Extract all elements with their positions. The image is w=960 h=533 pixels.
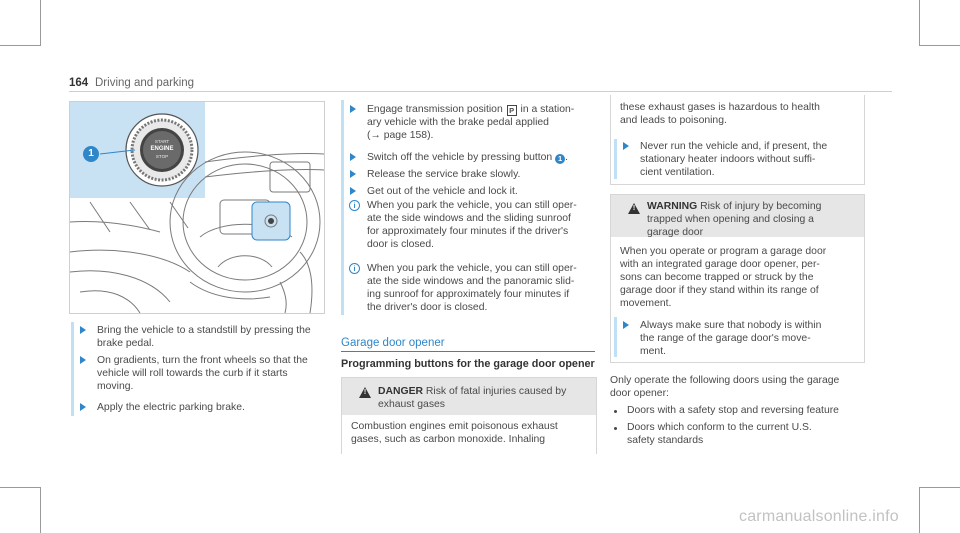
step-bar — [614, 317, 617, 357]
text-line: Never run the vehicle and, if present, the — [640, 141, 828, 152]
warning-title — [647, 200, 862, 239]
bullet-icon — [614, 427, 617, 430]
step-arrow-icon — [80, 403, 86, 411]
running-header: Driving and parking — [95, 77, 195, 89]
text-line: safety standards — [627, 435, 704, 446]
text-line: Always make sure that nobody is within — [640, 320, 822, 331]
text-line: When you operate or program a garage door — [620, 246, 827, 257]
text-line: gases, such as carbon monoxide. Inhaling — [351, 434, 546, 445]
text-line: with an integrated garage door opener, per- — [620, 259, 820, 270]
engine-button-main-label: ENGINE — [150, 146, 174, 152]
text-line: cient ventilation. — [640, 167, 715, 178]
header-rule — [69, 91, 892, 92]
step-arrow-icon — [80, 356, 86, 364]
illustration-engine-button — [69, 101, 325, 314]
callout-1: 1 — [83, 146, 99, 162]
danger-title — [378, 385, 593, 411]
text-span: Engage transmission position — [367, 104, 503, 115]
text-line: Bring the vehicle to a standstill by pressing the — [97, 325, 311, 336]
step-arrow-icon — [80, 326, 86, 334]
text-line: and leads to poisoning. — [620, 115, 727, 126]
text-line: garage door — [647, 227, 704, 238]
text-line: ing sunroof for approximately four minutes if — [367, 289, 570, 300]
danger-body — [351, 420, 591, 446]
info-icon: i — [349, 200, 360, 211]
text-line: sons can become trapped or struck by the — [620, 272, 814, 283]
text-span: Risk of injury by becoming — [700, 201, 822, 212]
danger-box — [341, 377, 597, 454]
text-line: these exhaust gases is hazardous to health — [620, 102, 820, 113]
exclamation-icon: ! — [363, 389, 367, 396]
dashboard-drawing — [70, 102, 324, 313]
text-line: Combustion engines emit poisonous exhaust — [351, 421, 558, 432]
step-arrow-icon — [623, 142, 629, 150]
danger-box-continued — [610, 95, 865, 185]
text-line: Get out of the vehicle and lock it. — [367, 186, 518, 197]
crop-mark — [919, 487, 920, 533]
step-bar — [71, 322, 74, 416]
step-arrow-icon — [350, 170, 356, 178]
crop-mark — [0, 45, 40, 46]
text-line: movement. — [620, 298, 672, 309]
text-span: Risk of fatal injuries caused by — [425, 386, 567, 397]
text-line: brake pedal. — [97, 338, 155, 349]
text-span: Switch off the vehicle by pressing button — [367, 152, 553, 163]
text-line: for approximately four minutes if the driver's — [367, 226, 569, 237]
sub-heading: Programming buttons for the garage door opener — [341, 358, 595, 370]
text-line: door is closed. — [367, 239, 434, 250]
section-heading: Garage door opener — [341, 337, 445, 349]
page-number: 164 — [69, 77, 89, 89]
text-line: Release the service brake slowly. — [367, 169, 521, 180]
crop-mark — [0, 487, 40, 488]
park-position-symbol: P — [507, 105, 517, 116]
text-line: vehicle will roll towards the curb if it starts — [97, 368, 288, 379]
warning-body — [620, 245, 860, 310]
warning-keyword: WARNING — [647, 201, 698, 212]
step-bar — [341, 100, 344, 315]
list-item — [627, 404, 867, 417]
text-line: Only operate the following doors using the garage — [610, 375, 840, 386]
crop-mark — [40, 487, 41, 533]
step-bar — [614, 139, 617, 179]
text-line: stationary heater indoors without suffi- — [640, 154, 816, 165]
section-rule — [341, 351, 595, 352]
text-line: ate the side windows and the sliding sunroof — [367, 213, 571, 224]
page-reference-link[interactable]: (→ page 158). — [367, 130, 434, 141]
text-line: On gradients, turn the front wheels so that the — [97, 355, 308, 366]
danger-keyword: DANGER — [378, 386, 424, 397]
callout-1-inline: 1 — [555, 154, 565, 164]
text-span: . — [565, 152, 568, 163]
danger-body-continued — [620, 101, 860, 127]
warning-box — [610, 194, 865, 363]
text-line: Apply the electric parking brake. — [97, 402, 245, 413]
text-line: When you park the vehicle, you can still oper- — [367, 263, 577, 274]
text-line: Doors with a safety stop and reversing feature — [627, 405, 839, 416]
crop-mark — [40, 0, 41, 46]
text-line: ate the side windows and the panoramic slid- — [367, 276, 575, 287]
step-arrow-icon — [350, 105, 356, 113]
text-line: Doors which conform to the current U.S. — [627, 422, 812, 433]
note-text — [367, 199, 597, 251]
text-line: moving. — [97, 381, 134, 392]
text-line: trapped when opening and closing a — [647, 214, 814, 225]
bullet-icon — [614, 410, 617, 413]
exclamation-icon: ! — [632, 205, 636, 212]
engine-button-top-label: START — [154, 139, 170, 144]
crop-mark — [920, 487, 960, 488]
step-arrow-icon — [623, 321, 629, 329]
text-line: exhaust gases — [378, 399, 446, 410]
info-icon: i — [349, 263, 360, 274]
crop-mark — [919, 0, 920, 46]
text-line: ment. — [640, 346, 666, 357]
text-line: ary vehicle with the brake pedal applied — [367, 117, 549, 128]
text-line: door opener: — [610, 388, 669, 399]
crop-mark — [920, 45, 960, 46]
note-text — [367, 262, 597, 314]
watermark: carmanualsonline.info — [739, 508, 899, 525]
text-line: When you park the vehicle, you can still oper- — [367, 200, 577, 211]
engine-button-bottom-label: STOP — [155, 154, 169, 159]
step-arrow-icon — [350, 153, 356, 161]
text-line: the driver's door is closed. — [367, 302, 488, 313]
list-item — [627, 421, 867, 447]
text-line: garage door if they stand within its range of — [620, 285, 819, 296]
step-arrow-icon — [350, 187, 356, 195]
text-span: in a station- — [520, 104, 575, 115]
intro-paragraph — [610, 374, 870, 400]
text-line: the range of the garage door's move- — [640, 333, 811, 344]
